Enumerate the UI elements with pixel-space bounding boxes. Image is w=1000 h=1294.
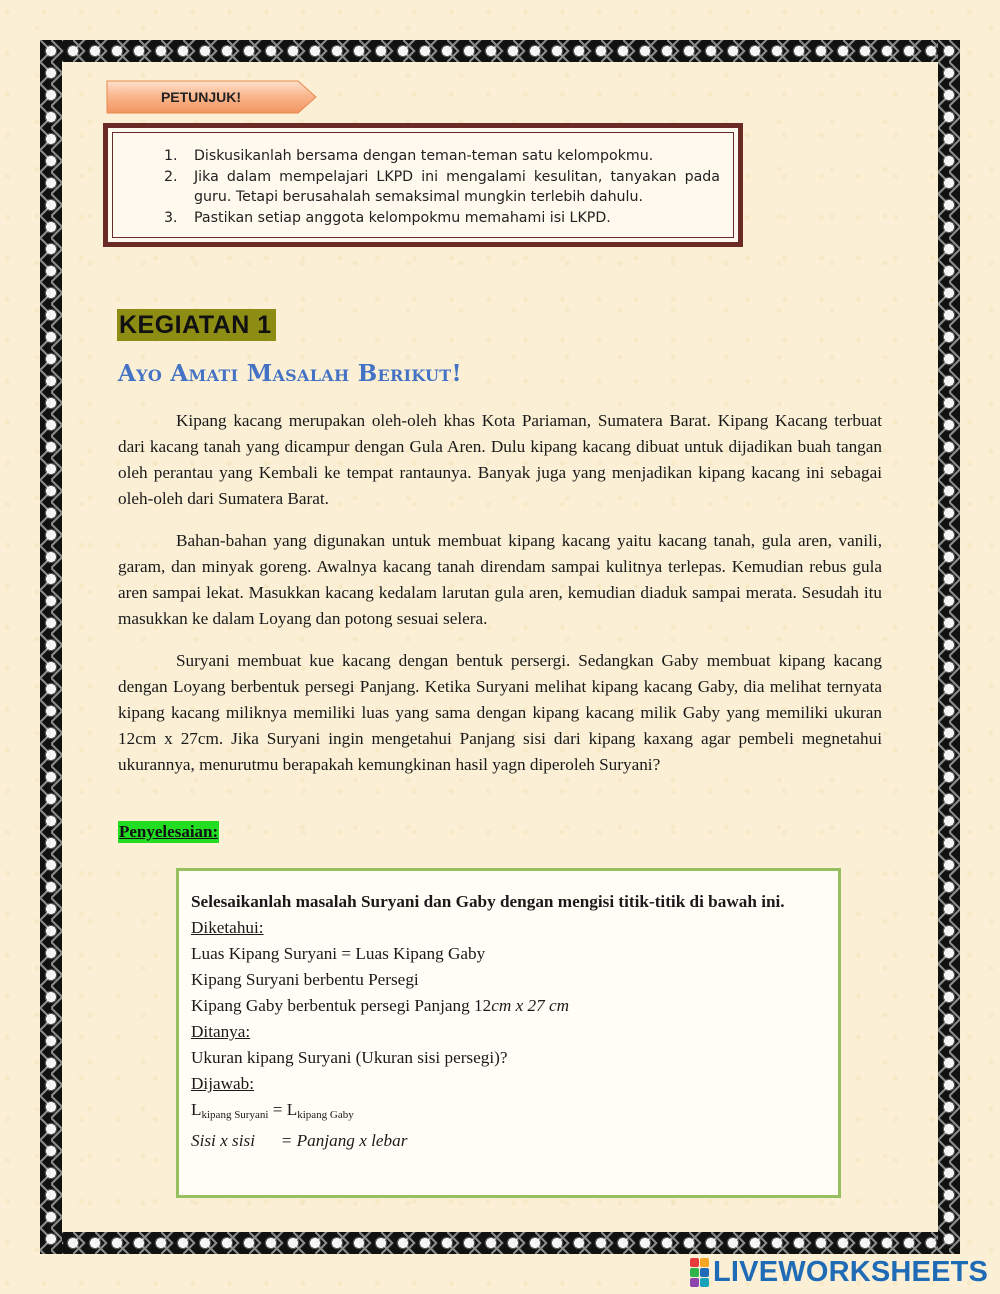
story-paragraph-2: Bahan-bahan yang digunakan untuk membuat kipang kacang yaitu kacang tanah, gula aren, vanili, garam, dan minyak goreng. Awalnya kacang tanah direndam sampai kulitnya terlepas. Kemudian rebus gula aren sampai lekat. Masukkan kacang kedalam larutan gula aren, kemudian diaduk sampai merata. Sesudah itu masukkan ke dalam Loyang dan potong sesuai selera.	[118, 531, 882, 628]
liveworksheets-logo	[690, 1256, 988, 1288]
answer-label: Dijawab:	[191, 1074, 255, 1093]
border-bottom-pattern	[40, 1232, 960, 1254]
instructions-badge-label: PETUNJUK!	[160, 89, 242, 105]
border-top-pattern	[40, 40, 960, 62]
logo-square	[700, 1258, 709, 1267]
logo-square	[690, 1268, 699, 1277]
instruction-item: 3. Pastikan setiap anggota kelompokmu memahami isi LKPD.	[164, 209, 611, 226]
area-equation: $L_{kipang Suryani} = L_{kipang Gaby}$	[191, 1100, 354, 1121]
liveworksheets-icon	[690, 1258, 709, 1287]
formula-equation: Sisi x sisi = Panjang x lebar	[191, 1131, 408, 1150]
solution-instruction: Selesaikanlah masalah Suryani dan Gaby dengan mengisi titik-titik di bawah ini.	[191, 892, 785, 911]
activity-title: KEGIATAN 1	[117, 309, 276, 341]
border-left-pattern	[40, 40, 62, 1254]
solution-label: Penyelesaian:	[119, 822, 219, 841]
logo-square	[690, 1278, 699, 1287]
story-paragraph-3: Suryani membuat kue kacang dengan bentuk persergi. Sedangkan Gaby membuat kipang kacang dengan Loyang berbentuk persegi Panjang. Ketika Suryani melihat kipang kacang Gaby, dia melihat ternyata kipang kacang miliknya memiliki luas yang sama dengan kipang kacang milik Gaby yang memiliki ukuran 12cm x 27cm. Jika Suryani ingin mengetahui Panjang sisi dari kipang kaxang agar pembeli megnetahui ukurannya, menurutmu berapakah kemungkinan hasil yagn diperoleh Suryani?	[118, 651, 882, 774]
border-right-pattern	[938, 40, 960, 1254]
known-item: Luas Kipang Suryani = Luas Kipang Gaby	[191, 944, 486, 963]
asked-label: Ditanya:	[191, 1022, 251, 1041]
logo-square	[700, 1268, 709, 1277]
instruction-item: 1. Diskusikanlah bersama dengan teman-teman satu kelompokmu.	[164, 148, 654, 164]
solution-box	[176, 868, 841, 1198]
activity-subtitle: Ayo Amati Masalah Berikut!	[118, 360, 462, 387]
known-item: Kipang Suryani berbentu Persegi	[191, 970, 419, 989]
asked-text: Ukuran kipang Suryani (Ukuran sisi persegi)?	[191, 1048, 508, 1067]
known-label: Diketahui:	[191, 918, 264, 937]
story-paragraph-1: Kipang kacang merupakan oleh-oleh khas Kota Pariaman, Sumatera Barat. Kipang Kacang terbuat dari kacang tanah yang dicampur dengan Gula Aren. Dulu kipang kacang dibuat untuk dijadikan buah tangan oleh perantau yang Kembali ke tempat rantaunya. Banyak juga yang menjadikan kipang kacang ini sebagai oleh-oleh dari Sumatera Barat.	[118, 411, 882, 508]
instructions-box	[103, 123, 743, 247]
logo-square	[690, 1258, 699, 1267]
logo-square	[700, 1278, 709, 1287]
instructions-badge	[106, 80, 316, 114]
known-item: Kipang Gaby berbentuk persegi Panjang 12cm x 27 cm	[191, 996, 570, 1015]
instruction-item: 2. Jika dalam mempelajari LKPD ini mengalami kesulitan, tanyakan pada guru. Tetapi berusahalah semaksimal mungkin terlebih dahulu.	[164, 168, 720, 205]
instructions-list	[160, 146, 720, 228]
liveworksheets-text: LIVEWORKSHEETS	[713, 1255, 989, 1288]
